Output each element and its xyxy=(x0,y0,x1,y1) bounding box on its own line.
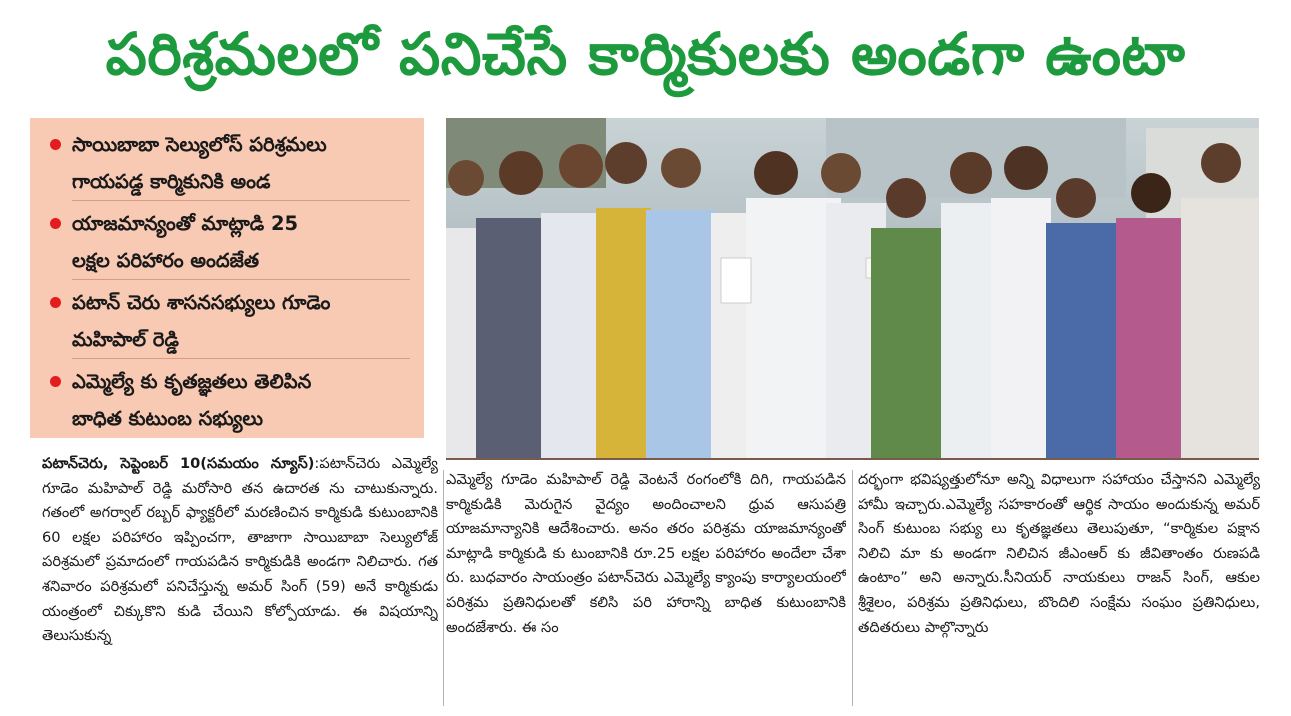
article-column-3 xyxy=(858,468,1260,708)
highlight-item xyxy=(50,126,410,201)
highlight-line: ఎమ్మెల్యే కు కృతజ్ఞతలు తెలిపిన xyxy=(72,370,312,393)
column-divider xyxy=(852,470,853,706)
highlight-line: సాయిబాబా సెల్యులోస్ పరిశ్రమలు xyxy=(72,133,327,156)
highlight-item xyxy=(50,363,410,437)
headline: పరిశ్రమలలో పనిచేసే కార్మికులకు అండగా ఉంటా xyxy=(105,20,1186,88)
highlight-item xyxy=(50,205,410,280)
group-photo xyxy=(446,118,1259,460)
article-text: ఎమ్మెల్యే గూడెం మహిపాల్ రెడ్డి వెంటనే రంగంలోకి దిగి, గాయపడిన కార్మికుడికి మెరుగైన వైద్యం అందించాలని ధ్రువ ఆసుపత్రి యాజమాన్యానికి ఆదేశించారు. అనం తరం పరిశ్రమ యాజమాన్యంతో మాట్లాడి కార్మికుడి కు టుంబానికి రూ.25 లక్షల పరిహారం అందేలా చేశా రు. బుధవారం సాయంత్రం పటాన్‌చెరు ఎమ్మెల్యే క్యాంపు కార్యాలయంలో పరిశ్రమ ప్రతినిధులతో కలిసి పరి హారాన్ని బాధిత కుటుంబానికి అందజేశారు. ఈ సం xyxy=(446,471,846,636)
bullet-icon xyxy=(50,376,61,387)
article-dateline: పటాన్‌చెరు, సెప్టెంబర్ 10(సమయం న్యూస్) xyxy=(42,455,315,472)
highlight-line: పటాన్ చెరు శాసనసభ్యులు గూడెం xyxy=(72,291,331,314)
article-column-1 xyxy=(42,452,438,692)
highlight-item xyxy=(50,284,410,359)
column-divider xyxy=(443,470,444,706)
highlight-line: బాధిత కుటుంబ సభ్యులు xyxy=(72,407,264,430)
article-text: :పటాన్‌చెరు ఎమ్మెల్యే గూడెం మహిపాల్ రెడ్డి మరోసారి తన ఉదారత ను చాటుకున్నారు. గతంలో అగర్వాల్ రబ్బర్ ఫ్యాక్టరీలో మరణించిన కార్మికుడి కుటుంబానికి 60 లక్షల పరిహారం ఇప్పించగా, తాజాగా సాయిబాబా సెల్యులోజ్ పరిశ్రమలో ప్రమాదంలో గాయపడిన కార్మికుడికి అండగా నిలిచారు. గత శనివారం పరిశ్రమలో పనిచేస్తున్న అమర్ సింగ్ (59) అనే కార్మికుడు యంత్రంలో చిక్కుకొని కుడి చేయిని కోల్పోయాడు. ఈ విషయాన్ని తెలుసుకున్న xyxy=(42,455,438,645)
highlight-line: గాయపడ్డ కార్మికునికి అండ xyxy=(72,163,410,201)
highlights-box xyxy=(30,118,424,438)
highlight-line: యాజమాన్యంతో మాట్లాడి 25 xyxy=(72,212,299,235)
highlight-line: మహిపాల్ రెడ్డి xyxy=(72,321,410,359)
bullet-icon xyxy=(50,218,61,229)
article-column-2 xyxy=(446,468,846,708)
bullet-icon xyxy=(50,139,61,150)
bullet-icon xyxy=(50,297,61,308)
highlight-line: లక్షల పరిహారం అందజేత xyxy=(72,242,410,280)
article-text: దర్భంగా భవిష్యత్తులోనూ అన్ని విధాలుగా సహాయం చేస్తానని ఎమ్మెల్యే హామీ ఇచ్చారు.ఎమ్మెల్యే సహకారంతో ఆర్థిక సాయం అందుకున్న అమర్ సింగ్ కుటుంబ సభ్యు లు కృతజ్ఞతలు తెలుపుతూ, “కార్మికుల పక్షాన నిలిచి మా కు అండగా నిలిచిన జీఎంఆర్ కు జీవితాంతం రుణపడి ఉంటాం” అని అన్నారు.సీనియర్ నాయకులు రాజన్ సింగ్, ఆకుల శ్రీశైలం, పరిశ్రమ ప్రతినిధులు, బొందిలి సంక్షేమ సంఘం ప్రతినిధులు, తదితరులు పాల్గొన్నారు xyxy=(858,471,1260,636)
